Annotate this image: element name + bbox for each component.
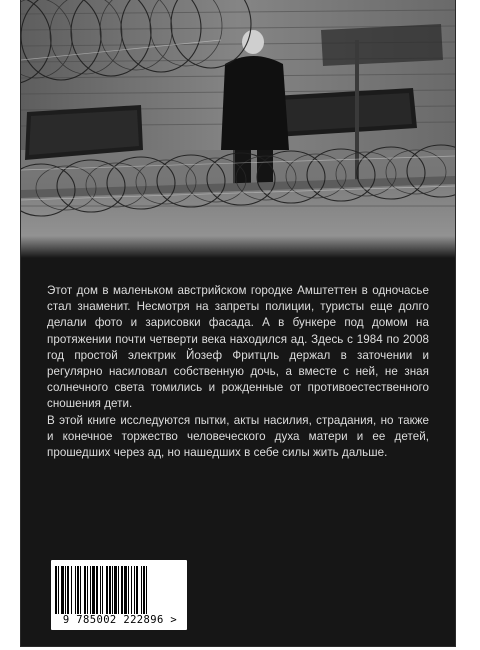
back-cover — [21, 0, 455, 646]
barcode-bars — [55, 566, 183, 614]
blurb-paragraph-1: Этот дом в маленьком австрийском городке Амштеттен в одночасье стал знаменит. Несмотря на запреты полиции, туристы еще долго делали фото и зарисовки фасада. А в бункере под домом на протяжении почти четверти века находился ад. Здесь с 1984 по 2008 год простой электрик Йозеф Фритцль держал в заточении и регулярно насиловал собственную дочь, а вместе с ней, не зная солнечного света томились и рожденные от противоестественного сношения дети. — [47, 284, 429, 411]
blurb-text — [47, 283, 429, 461]
barcode — [51, 560, 187, 630]
cover-photo — [21, 0, 455, 258]
blurb-paragraph-2: В этой книге исследуются пытки, акты насилия, страдания, но также и конечное торжество человеческого духа матери и ее детей, прошедших через ад, но нашедших в себе силы жить дальше. — [47, 413, 429, 460]
barcode-number: 9 785002 222896 > — [62, 614, 178, 626]
